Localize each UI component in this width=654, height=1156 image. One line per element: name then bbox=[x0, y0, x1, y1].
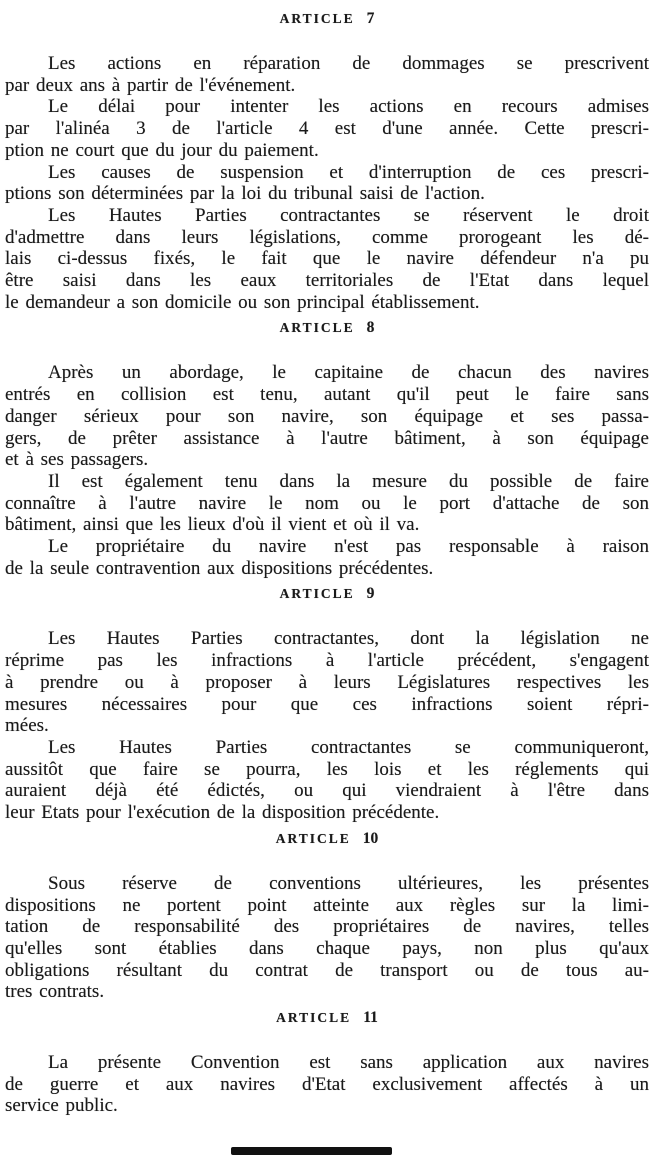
article-heading-label: ARTICLE bbox=[279, 586, 355, 602]
text-line: Les Hautes Parties contractantes se communiqueront, bbox=[48, 736, 649, 758]
text-line: d'admettre dans leurs législations, comme prorogeant les dé- bbox=[5, 226, 649, 248]
article-heading bbox=[5, 1009, 649, 1026]
paragraph bbox=[5, 471, 649, 536]
article-heading bbox=[5, 10, 649, 27]
text-line: auraient déjà été édictés, ou qui viendraient à l'être dans bbox=[5, 780, 649, 802]
text-line: danger sérieux pour son navire, son équipage et ses passa- bbox=[5, 405, 649, 427]
article-section bbox=[5, 1009, 649, 1117]
article-section bbox=[5, 830, 649, 1003]
article-heading-number: 11 bbox=[363, 1009, 378, 1027]
text-line: qu'elles sont établies dans chaque pays, non plus qu'aux bbox=[5, 937, 649, 959]
text-line: ption ne court que du jour du paiement. bbox=[5, 139, 319, 161]
article-heading-label: ARTICLE bbox=[276, 1010, 352, 1026]
text-line: Le délai pour intenter les actions en recours admises bbox=[48, 96, 649, 118]
text-line: Après un abordage, le capitaine de chacun des navires bbox=[48, 362, 649, 384]
text-line: connaître à l'autre navire le nom ou le port d'attache de son bbox=[5, 492, 649, 514]
text-line: réprime pas les infractions à l'article précédent, s'engagent bbox=[5, 650, 649, 672]
text-line: leur Etats pour l'exécution de la disposition précédente. bbox=[5, 802, 440, 824]
article-heading bbox=[5, 585, 649, 602]
text-line: Sous réserve de conventions ultérieures, les présentes bbox=[48, 872, 649, 894]
article-section bbox=[5, 319, 649, 579]
article-section bbox=[5, 585, 649, 823]
text-line: Les Hautes Parties contractantes, dont la législation ne bbox=[48, 628, 649, 650]
paragraph bbox=[5, 628, 649, 737]
article-heading-number: 10 bbox=[362, 829, 379, 847]
paragraph bbox=[5, 162, 649, 205]
text-line: à prendre ou à proposer à leurs Législatures respectives les bbox=[5, 671, 649, 693]
article-heading bbox=[5, 319, 649, 336]
text-line: de guerre et aux navires d'Etat exclusivement affectés à un bbox=[5, 1073, 649, 1095]
text-line: dispositions ne portent point atteinte aux règles sur la limi- bbox=[5, 894, 649, 916]
text-line: le demandeur a son domicile ou son principal établissement. bbox=[5, 291, 480, 313]
paragraph bbox=[5, 873, 649, 1003]
text-line: et à ses passagers. bbox=[5, 449, 149, 471]
text-line: gers, de prêter assistance à l'autre bâtiment, à son équipage bbox=[5, 427, 649, 449]
text-line: bâtiment, ainsi que les lieux d'où il vient et où il va. bbox=[5, 514, 420, 536]
text-line: lais ci-dessus fixés, le fait que le navire défendeur n'a pu bbox=[5, 248, 649, 270]
paragraph bbox=[5, 96, 649, 161]
paragraph bbox=[5, 536, 649, 579]
text-line: Le propriétaire du navire n'est pas responsable à raison bbox=[48, 536, 649, 558]
text-line: service public. bbox=[5, 1095, 118, 1117]
article-heading-number: 7 bbox=[366, 10, 375, 27]
text-line: de la seule contravention aux dispositions précédentes. bbox=[5, 557, 434, 579]
text-line: par l'alinéa 3 de l'article 4 est d'une année. Cette prescri- bbox=[5, 118, 649, 140]
article-heading-number: 8 bbox=[366, 319, 375, 337]
paragraph bbox=[5, 53, 649, 96]
article-heading-label: ARTICLE bbox=[279, 320, 355, 336]
article-section bbox=[5, 10, 649, 313]
articles-container bbox=[5, 10, 649, 1117]
text-line: tation de responsabilité des propriétaires de navires, telles bbox=[5, 916, 649, 938]
text-line: aussitôt que faire se pourra, les lois et les réglements qui bbox=[5, 758, 649, 780]
article-heading-label: ARTICLE bbox=[279, 11, 355, 26]
article-heading-number: 9 bbox=[366, 585, 375, 603]
paragraph bbox=[5, 737, 649, 824]
article-heading-label: ARTICLE bbox=[275, 830, 351, 846]
paragraph bbox=[5, 362, 649, 471]
text-line: La présente Convention est sans application aux navires bbox=[48, 1052, 649, 1074]
text-line: être saisi dans les eaux territoriales de l'Etat dans lequel bbox=[5, 270, 649, 292]
paragraph bbox=[5, 1052, 649, 1117]
text-line: Les actions en réparation de dommages se prescrivent bbox=[48, 53, 649, 74]
text-line: Il est également tenu dans la mesure du possible de faire bbox=[48, 470, 649, 492]
scan-artifact-bar bbox=[231, 1147, 392, 1155]
text-line: Les Hautes Parties contractantes se réservent le droit bbox=[48, 204, 649, 226]
article-heading bbox=[5, 830, 649, 847]
text-line: tres contrats. bbox=[5, 981, 105, 1003]
text-line: obligations résultant du contrat de transport ou de tous au- bbox=[5, 959, 649, 981]
paragraph bbox=[5, 205, 649, 314]
text-line: Les causes de suspension et d'interruption de ces prescri- bbox=[48, 161, 649, 183]
text-line: mées. bbox=[5, 715, 49, 737]
text-line: entrés en collision est tenu, autant qu'il peut le faire sans bbox=[5, 384, 649, 406]
text-line: mesures nécessaires pour que ces infractions soient répri- bbox=[5, 693, 649, 715]
text-line: ptions son déterminées par la loi du tribunal saisi de l'action. bbox=[5, 183, 485, 205]
text-line: par deux ans à partir de l'événement. bbox=[5, 74, 296, 96]
